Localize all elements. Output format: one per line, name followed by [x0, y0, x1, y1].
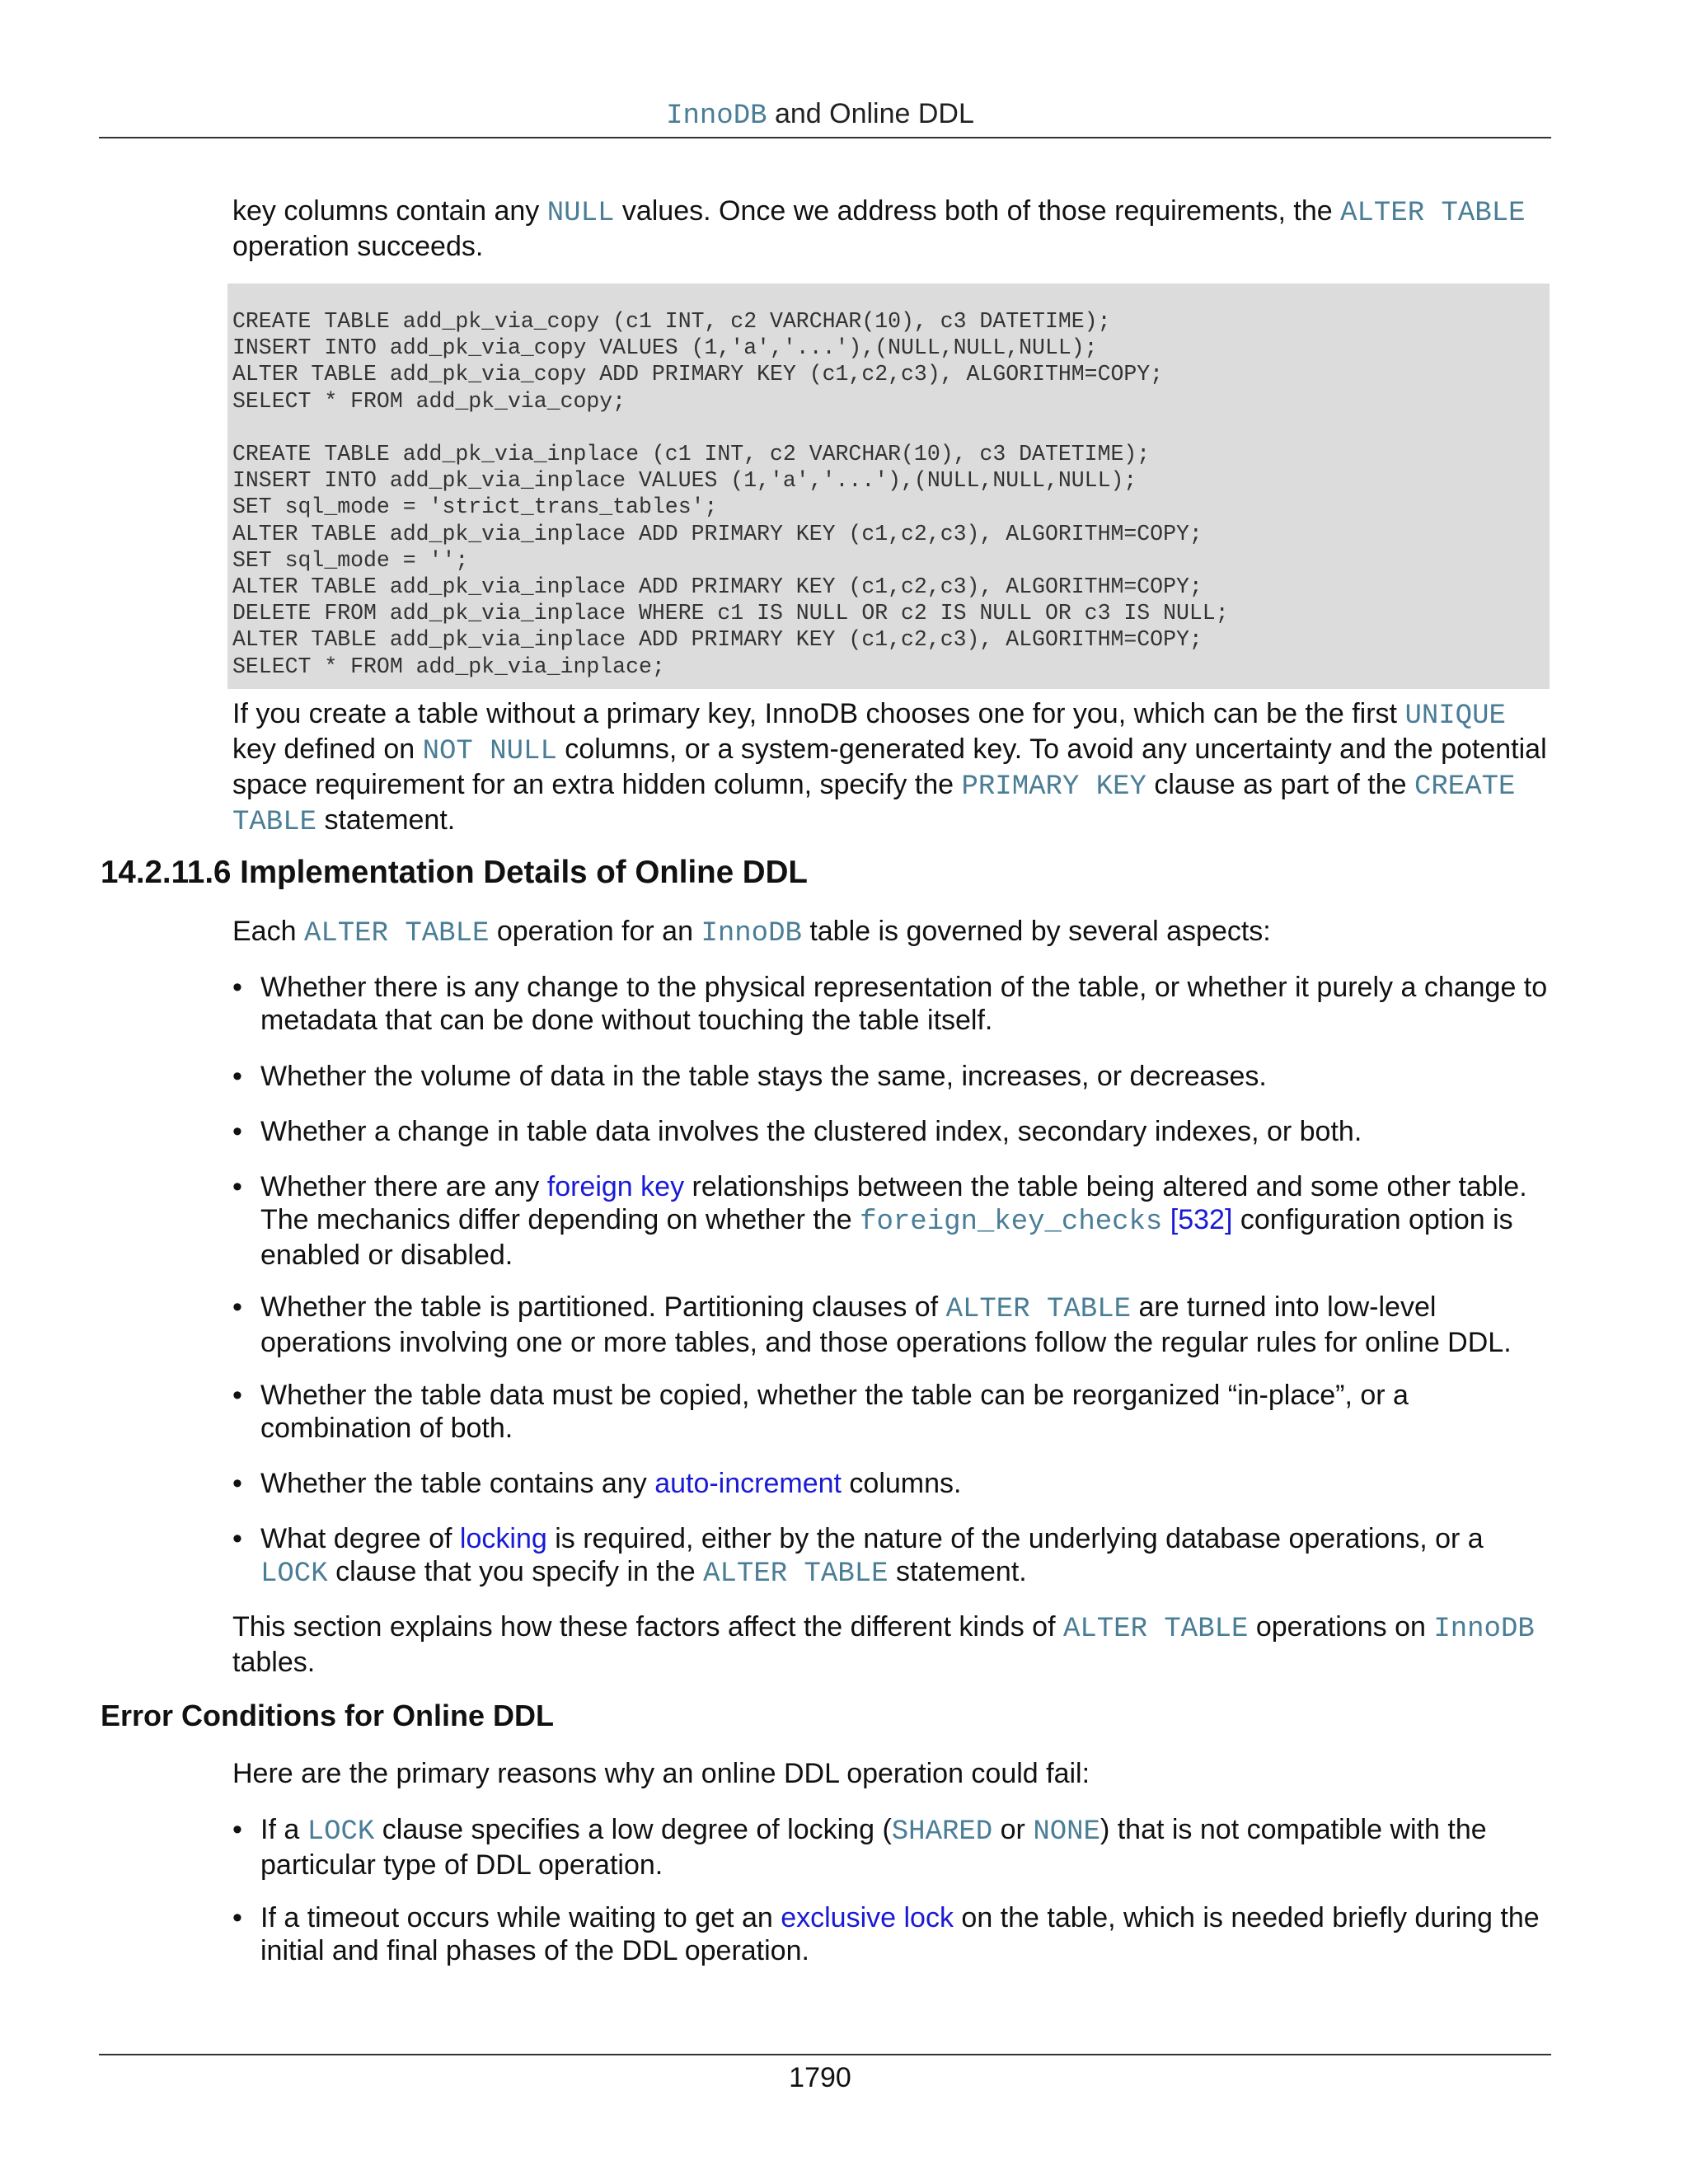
aspects-intro-paragraph: Each ALTER TABLE operation for an InnoDB table is governed by several aspects: — [232, 916, 1271, 949]
intro-paragraph: key columns contain any NULL values. Once we address both of those requirements, the ALTER TABLE operation succeeds. — [232, 195, 1526, 262]
link-foreign-key[interactable]: foreign key — [546, 1171, 685, 1202]
code-line: INSERT INTO add_pk_via_inplace VALUES (1,'a','...'),(NULL,NULL,NULL); — [232, 468, 1137, 494]
code-create-table: CREATE TABLE — [232, 771, 1516, 838]
bullet-marker: • — [232, 972, 242, 1003]
reasons-paragraph: Here are the primary reasons why an online DDL operation could fail: — [232, 1758, 1090, 1789]
code-primary-key: PRIMARY KEY — [961, 771, 1146, 803]
code-line: DELETE FROM add_pk_via_inplace WHERE c1 IS NULL OR c2 IS NULL OR c3 IS NULL; — [232, 601, 1229, 626]
footer-rule — [99, 2054, 1551, 2055]
link-exclusive-lock[interactable]: exclusive lock — [781, 1902, 954, 1933]
section-summary-paragraph: This section explains how these factors affect the different kinds of ALTER TABLE operations on InnoDB tables. — [232, 1611, 1535, 1678]
header-code: InnoDB — [666, 101, 767, 132]
code-line: CREATE TABLE add_pk_via_inplace (c1 INT, c2 VARCHAR(10), c3 DATETIME); — [232, 442, 1151, 467]
code-block — [227, 284, 1550, 689]
code-line: ALTER TABLE add_pk_via_inplace ADD PRIMARY KEY (c1,c2,c3), ALGORITHM=COPY; — [232, 521, 1203, 546]
bullet-marker: • — [232, 1468, 242, 1499]
link-reference-532[interactable]: [532] — [1170, 1204, 1233, 1235]
link-locking[interactable]: locking — [459, 1523, 547, 1554]
page-number: 1790 — [789, 2062, 851, 2093]
code-line: CREATE TABLE add_pk_via_copy (c1 INT, c2 VARCHAR(10), c3 DATETIME); — [232, 309, 1111, 334]
bullet-marker: • — [232, 1171, 242, 1202]
bullet-marker: • — [232, 1380, 242, 1411]
bullet-marker: • — [232, 1061, 242, 1092]
code-not-null: NOT NULL — [422, 736, 557, 767]
code-line: INSERT INTO add_pk_via_copy VALUES (1,'a','...'),(NULL,NULL,NULL); — [232, 335, 1098, 361]
code-line: SET sql_mode = ''; — [232, 547, 469, 573]
bullet-marker: • — [232, 1523, 242, 1554]
primary-key-paragraph: If you create a table without a primary key, InnoDB chooses one for you, which can be the first UNIQUE key defined on NOT NULL columns, or a system-generated key. To avoid any uncertainty and the potential space requirement for an extra hidden column, specify the PRIMARY KEY clause as part of the CREATE TABLE statement. — [232, 698, 1547, 838]
code-line: ALTER TABLE add_pk_via_inplace ADD PRIMARY KEY (c1,c2,c3), ALGORITHM=COPY; — [232, 574, 1203, 600]
link-auto-increment[interactable]: auto-increment — [654, 1468, 842, 1499]
bullet-marker: • — [232, 1291, 242, 1323]
code-unique: UNIQUE — [1404, 701, 1506, 732]
code-line: SELECT * FROM add_pk_via_copy; — [232, 388, 626, 414]
bullet-marker: • — [232, 1902, 242, 1933]
code-line: ALTER TABLE add_pk_via_inplace ADD PRIMARY KEY (c1,c2,c3), ALGORITHM=COPY; — [232, 627, 1203, 653]
header-text: and Online DDL — [767, 98, 974, 129]
code-alter-table: ALTER TABLE — [1340, 198, 1526, 229]
running-header — [0, 97, 1640, 133]
code-line: ALTER TABLE add_pk_via_copy ADD PRIMARY KEY (c1,c2,c3), ALGORITHM=COPY; — [232, 362, 1164, 387]
subsection-heading: Error Conditions for Online DDL — [101, 1699, 554, 1732]
code-null: NULL — [546, 198, 615, 229]
code-line: SELECT * FROM add_pk_via_inplace; — [232, 654, 665, 679]
section-heading: 14.2.11.6 Implementation Details of Online DDL — [101, 855, 808, 890]
bullet-marker: • — [232, 1814, 242, 1845]
bullet-marker: • — [232, 1116, 242, 1147]
code-line: SET sql_mode = 'strict_trans_tables'; — [232, 494, 718, 520]
header-rule — [99, 137, 1551, 138]
